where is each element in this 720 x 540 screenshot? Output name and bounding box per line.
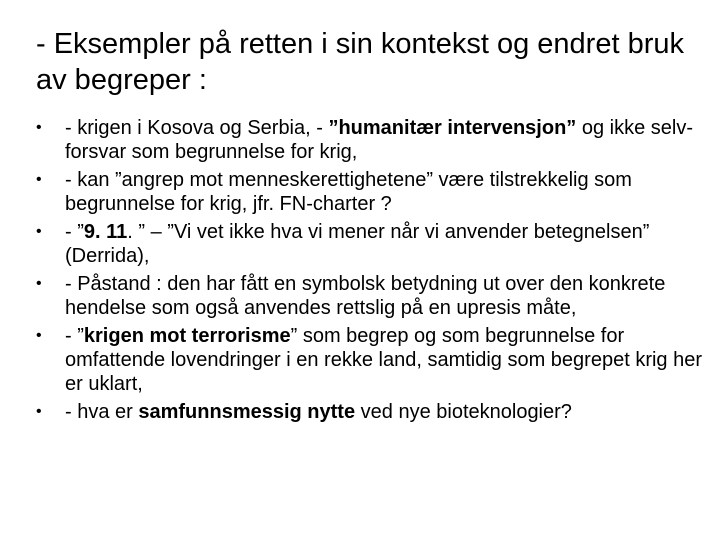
bold-text-run: samfunnsmessig nytte: [138, 401, 356, 423]
bullet-item: [36, 324, 706, 396]
bullet-item: [36, 272, 706, 320]
bullet-dot-icon: •: [36, 119, 42, 136]
bullet-dot-icon: •: [36, 403, 42, 420]
text-run: - Påstand : den har fått en symbolsk betydning ut over den konkrete hendelse som også anvendes rettslig på en upresis måte,: [65, 273, 666, 319]
bullet-text: [65, 169, 632, 215]
bold-text-run: 9. 11: [83, 221, 128, 243]
bullet-text: [65, 273, 665, 319]
bullet-dot-icon: •: [36, 275, 42, 292]
text-run: og ikke selv-forsvar som begrunnelse for krig,: [65, 117, 693, 163]
bullet-list: [36, 116, 706, 428]
bullet-dot-icon: •: [36, 327, 42, 344]
text-run: - hva er: [65, 401, 139, 423]
bullet-text: [65, 117, 693, 163]
bullet-text: [65, 401, 572, 423]
text-run: - krigen i Kosova og Serbia, -: [65, 117, 329, 139]
text-run: - ”: [65, 221, 84, 243]
bullet-dot-icon: •: [36, 171, 42, 188]
text-run: - kan ”angrep mot menneskerettighetene” være tilstrekkelig som begrunnelse for krig, jfr. FN-charter ?: [65, 169, 632, 215]
bold-text-run: ”humanitær intervensjon”: [328, 117, 577, 139]
text-run: ” som begrep og som begrunnelse for omfattende lovendringer i en rekke land, samtidig som begrepet krig her er uklart,: [65, 325, 703, 395]
text-run: ved nye bioteknologier?: [355, 401, 572, 423]
bullet-text: [65, 221, 649, 267]
bold-text-run: krigen mot terrorisme: [83, 325, 291, 347]
bullet-dot-icon: •: [36, 223, 42, 240]
bullet-item: [36, 220, 706, 268]
slide-title: - Eksempler på retten i sin kontekst og endret bruk av begreper :: [36, 28, 684, 96]
bullet-text: [65, 325, 702, 395]
bullet-item: [36, 168, 706, 216]
text-run: - ”: [65, 325, 84, 347]
text-run: . ” – ”Vi vet ikke hva vi mener når vi anvender betegnelsen” (Derrida),: [65, 221, 650, 267]
bullet-item: [36, 116, 706, 164]
bullet-item: [36, 400, 706, 424]
